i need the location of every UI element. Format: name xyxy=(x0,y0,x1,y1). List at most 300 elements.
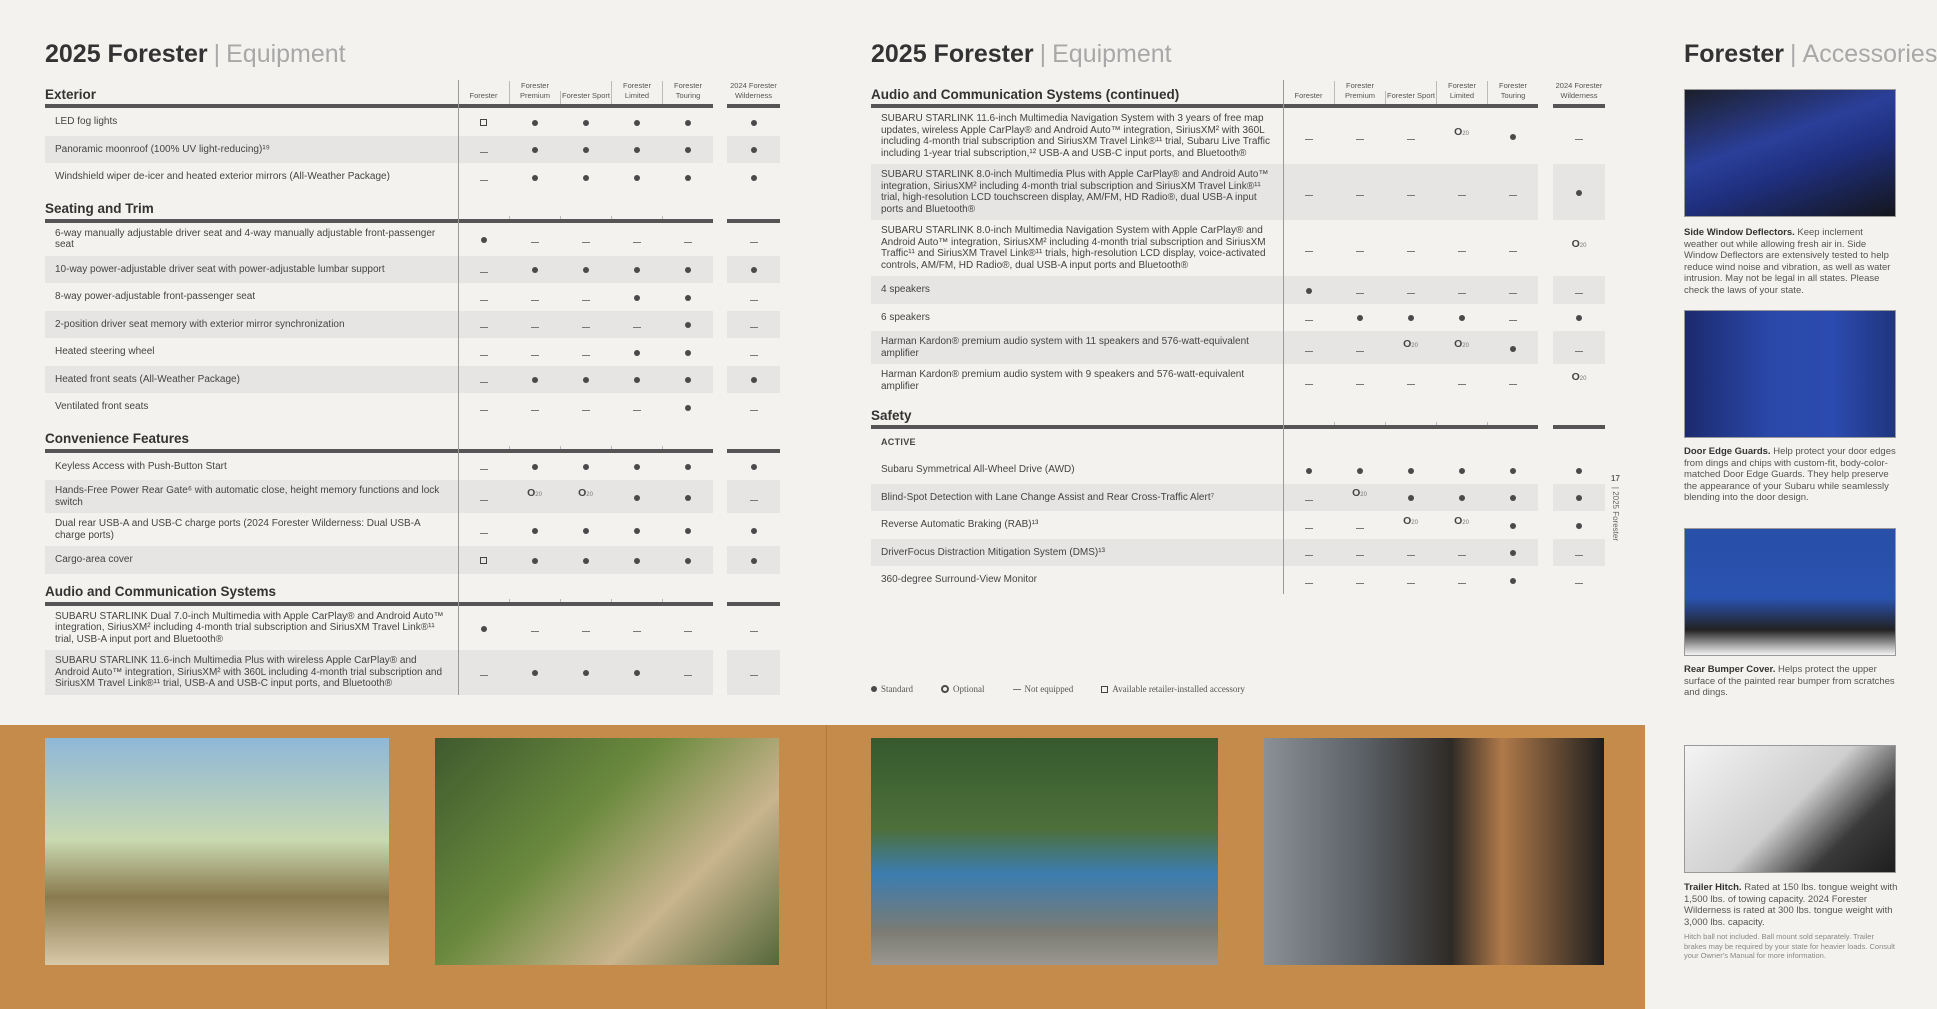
trim-value-cell xyxy=(458,108,509,136)
feature-label: Heated steering wheel xyxy=(55,346,155,357)
feature-label: 2-position driver seat memory with exterior mirror synchronization xyxy=(45,311,458,339)
value-mark xyxy=(532,140,538,158)
feature-label: 6 speakers xyxy=(881,311,930,323)
not-equipped-dash-icon xyxy=(582,242,590,243)
gap xyxy=(713,223,727,256)
value-mark xyxy=(1509,183,1517,201)
not-equipped-dash-icon xyxy=(1575,139,1583,140)
not-equipped-dash-icon xyxy=(1458,251,1466,252)
gap xyxy=(1538,484,1553,512)
standard-dot-icon xyxy=(1459,468,1465,474)
trim-value-cell xyxy=(560,256,611,284)
trim-value-cell xyxy=(1385,276,1436,304)
not-equipped-dash-icon xyxy=(582,327,590,328)
gap xyxy=(713,338,727,366)
not-equipped-dash-icon xyxy=(750,242,758,243)
trim-value-cell xyxy=(662,606,713,651)
value-mark xyxy=(531,288,539,306)
gap xyxy=(713,393,727,421)
value-mark xyxy=(1356,127,1364,145)
trim-values xyxy=(1283,539,1538,567)
standard-dot-icon xyxy=(1510,134,1516,140)
standard-dot-icon xyxy=(1408,468,1414,474)
value-mark xyxy=(1407,127,1415,145)
trim-value-cell xyxy=(458,453,509,481)
standard-dot-icon xyxy=(634,267,640,273)
column-header xyxy=(727,191,780,223)
trim-value-cell xyxy=(509,163,560,191)
column-headers xyxy=(458,80,713,108)
not-equipped-dash-icon xyxy=(1407,583,1415,584)
column-header xyxy=(560,216,611,219)
trim-value-cell xyxy=(1283,164,1334,220)
table-row xyxy=(871,566,1605,594)
value-mark xyxy=(1407,543,1415,561)
value-mark xyxy=(685,315,691,333)
value-mark xyxy=(1575,571,1583,589)
gap xyxy=(1538,108,1553,164)
value-mark xyxy=(527,488,542,506)
column-header xyxy=(1487,422,1538,425)
wilderness-value-cell xyxy=(727,453,780,481)
value-mark xyxy=(751,260,757,278)
not-equipped-dash-icon xyxy=(480,469,488,470)
legend-accessory xyxy=(1101,684,1245,694)
table-row xyxy=(45,650,780,695)
value-mark xyxy=(1510,516,1516,534)
not-equipped-dash-icon xyxy=(750,410,758,411)
standard-dot-icon xyxy=(1306,288,1312,294)
value-mark xyxy=(1356,239,1364,257)
optional-mark: O20 xyxy=(1454,337,1469,350)
table-row xyxy=(871,364,1605,397)
not-equipped-dash-icon xyxy=(1407,139,1415,140)
section-header xyxy=(45,421,780,453)
value-mark xyxy=(1576,516,1582,534)
page-fold xyxy=(826,725,827,1009)
column-headers xyxy=(458,191,713,223)
standard-dot-icon xyxy=(583,147,589,153)
right-page-title xyxy=(871,40,1172,69)
value-mark xyxy=(1305,127,1313,145)
trim-value-cell xyxy=(1283,220,1334,276)
value-mark xyxy=(578,488,593,506)
trim-value-cell xyxy=(509,366,560,394)
not-equipped-dash-icon xyxy=(1575,351,1583,352)
trim-value-cell xyxy=(1283,484,1334,512)
trim-value-cell xyxy=(509,650,560,695)
table-row xyxy=(45,256,780,284)
not-equipped-dash-icon xyxy=(750,500,758,501)
trim-values xyxy=(458,480,713,513)
value-mark xyxy=(633,230,641,248)
column-header xyxy=(611,216,662,219)
value-mark xyxy=(480,521,488,539)
column-header: Forester Sport xyxy=(560,91,611,104)
value-mark xyxy=(634,488,640,506)
not-equipped-dash-icon xyxy=(633,631,641,632)
standard-dot-icon xyxy=(532,464,538,470)
value-mark xyxy=(583,663,589,681)
column-header xyxy=(458,446,509,449)
value-mark xyxy=(1458,281,1466,299)
not-equipped-dash-icon xyxy=(1305,139,1313,140)
gap xyxy=(1538,220,1553,276)
title-main: Forester xyxy=(1684,40,1785,68)
wilderness-value-cell xyxy=(727,513,780,546)
trim-value-cell xyxy=(611,513,662,546)
gap xyxy=(1538,511,1553,539)
standard-dot-icon xyxy=(634,528,640,534)
column-header: Forester Premium xyxy=(509,81,560,104)
trim-value-cell xyxy=(560,283,611,311)
column-headers xyxy=(1283,80,1538,108)
standard-dot-icon xyxy=(751,267,757,273)
trim-value-cell xyxy=(1334,276,1385,304)
optional-mark: O20 xyxy=(1403,514,1418,527)
trim-value-cell xyxy=(560,366,611,394)
column-divider xyxy=(1283,80,1284,594)
trim-value-cell xyxy=(662,513,713,546)
value-mark xyxy=(1575,281,1583,299)
trim-value-cell xyxy=(1436,108,1487,164)
standard-dot-icon xyxy=(532,377,538,383)
not-equipped-dash-icon xyxy=(1509,293,1517,294)
trim-value-cell xyxy=(1385,220,1436,276)
legend-label: Optional xyxy=(953,684,985,694)
value-mark xyxy=(1356,516,1364,534)
trim-value-cell xyxy=(1334,164,1385,220)
trailer-hitch-image xyxy=(1684,745,1896,873)
wilderness-value-cell xyxy=(1553,566,1605,594)
value-mark xyxy=(634,370,640,388)
value-mark xyxy=(684,663,692,681)
standard-dot-icon xyxy=(1510,346,1516,352)
standard-dot-icon xyxy=(583,464,589,470)
optional-mark: O20 xyxy=(1352,487,1367,500)
column-header: Forester Touring xyxy=(1487,81,1538,104)
trim-value-cell xyxy=(1334,539,1385,567)
not-equipped-dash-icon xyxy=(1458,384,1466,385)
dash-icon xyxy=(1013,689,1021,690)
photo-dog-in-car xyxy=(1264,738,1604,965)
trim-value-cell xyxy=(509,223,560,256)
value-mark xyxy=(684,619,692,637)
feature-label: Reverse Automatic Braking (RAB)¹³ xyxy=(881,519,1039,530)
legend-label: Available retailer-installed accessory xyxy=(1112,684,1245,694)
trim-value-cell xyxy=(611,256,662,284)
value-mark xyxy=(583,551,589,569)
standard-dot-icon xyxy=(634,464,640,470)
standard-dot-icon xyxy=(532,558,538,564)
value-mark xyxy=(1408,308,1414,326)
trim-values xyxy=(458,513,713,546)
value-mark xyxy=(583,260,589,278)
value-mark xyxy=(532,521,538,539)
value-mark xyxy=(532,260,538,278)
value-mark xyxy=(1576,488,1582,506)
trim-value-cell xyxy=(1385,566,1436,594)
not-equipped-dash-icon xyxy=(1356,293,1364,294)
feature-label: Harman Kardon® premium audio system with 9 speakers and 576-watt-equivalent amplifier xyxy=(881,369,1245,392)
trim-values xyxy=(458,163,713,191)
not-equipped-dash-icon xyxy=(480,152,488,153)
standard-dot-icon xyxy=(532,147,538,153)
standard-dot-icon xyxy=(751,464,757,470)
equipment-table-right xyxy=(871,80,1605,594)
column-header xyxy=(1436,422,1487,425)
not-equipped-dash-icon xyxy=(750,675,758,676)
standard-dot-icon xyxy=(751,120,757,126)
accessory-side-window-deflectors xyxy=(1684,227,1898,296)
title-separator: | xyxy=(213,40,221,68)
column-divider xyxy=(458,80,459,695)
not-equipped-dash-icon xyxy=(1305,251,1313,252)
value-mark xyxy=(1575,339,1583,357)
value-mark xyxy=(1408,488,1414,506)
value-mark xyxy=(750,343,758,361)
not-equipped-dash-icon xyxy=(1305,320,1313,321)
column-header xyxy=(458,216,509,219)
standard-dot-icon xyxy=(1576,468,1582,474)
standard-dot-icon xyxy=(634,175,640,181)
not-equipped-dash-icon xyxy=(480,533,488,534)
trim-value-cell xyxy=(1283,364,1334,397)
value-mark xyxy=(750,619,758,637)
value-mark xyxy=(1510,339,1516,357)
column-header xyxy=(662,216,713,219)
value-mark xyxy=(751,113,757,131)
standard-dot-icon xyxy=(583,528,589,534)
accessory-door-edge-guards xyxy=(1684,446,1898,504)
left-page-title xyxy=(45,40,346,69)
trim-value-cell xyxy=(509,453,560,481)
trim-value-cell xyxy=(1385,164,1436,220)
trim-value-cell xyxy=(1283,511,1334,539)
standard-dot-icon xyxy=(532,267,538,273)
trim-value-cell xyxy=(509,311,560,339)
title-separator: | xyxy=(1790,40,1797,68)
not-equipped-dash-icon xyxy=(1356,251,1364,252)
wilderness-value-cell xyxy=(1553,220,1605,276)
trim-value-cell xyxy=(1436,331,1487,364)
trim-value-cell xyxy=(509,108,560,136)
standard-dot-icon xyxy=(634,147,640,153)
not-equipped-dash-icon xyxy=(1305,351,1313,352)
value-mark xyxy=(634,288,640,306)
standard-dot-icon xyxy=(1510,495,1516,501)
standard-dot-icon xyxy=(685,377,691,383)
table-row xyxy=(45,606,780,651)
value-mark xyxy=(685,488,691,506)
trim-value-cell xyxy=(560,546,611,574)
wilderness-value-cell xyxy=(1553,108,1605,164)
wilderness-value-cell xyxy=(727,606,780,651)
standard-dot-icon xyxy=(685,528,691,534)
value-mark xyxy=(532,663,538,681)
feature-label: SUBARU STARLINK 11.6-inch Multimedia Plus with wireless Apple CarPlay® and Android Auto™ integration, SiriusXM² with 360L including 4-month trial subscription and SiriusXM Travel Link®¹¹ trial, USB-A and USB-C input ports, and Bluetooth® xyxy=(45,650,458,695)
standard-dot-icon xyxy=(1510,578,1516,584)
not-equipped-dash-icon xyxy=(633,410,641,411)
accessory-trailer-hitch xyxy=(1684,882,1898,928)
column-headers xyxy=(458,574,713,606)
subsection-title: ACTIVE xyxy=(881,436,916,447)
photo-friends-walking xyxy=(871,738,1218,965)
trim-value-cell xyxy=(560,223,611,256)
column-header xyxy=(611,446,662,449)
value-mark xyxy=(1356,571,1364,589)
value-mark xyxy=(751,168,757,186)
trim-value-cell xyxy=(1385,304,1436,332)
value-mark xyxy=(1306,281,1312,299)
feature-label: SUBARU STARLINK Dual 7.0-inch Multimedia with Apple CarPlay® and Android Auto™ integration, SiriusXM² including 4-month trial subscription and SiriusXM Travel Link®¹¹ trial, USB-A input port and Bluetooth® xyxy=(55,610,444,645)
page-number-label: | 2025 Forester xyxy=(1611,486,1620,542)
value-mark xyxy=(531,398,539,416)
not-equipped-dash-icon xyxy=(684,675,692,676)
legend-label: Standard xyxy=(881,684,913,694)
standard-dot-icon xyxy=(583,558,589,564)
column-header xyxy=(1385,422,1436,425)
not-equipped-dash-icon xyxy=(1305,555,1313,556)
feature-label: SUBARU STARLINK 8.0-inch Multimedia Navigation System with Apple CarPlay® and Android Auto™ integration, SiriusXM² including 4-month trial subscription and SiriusXM Traffic¹¹ and SiriusXM Travel Link®¹¹ trials, high-resolution LCD display, voice-activated controls, AM/FM, HD Radio®, dual USB-A input ports and Bluetooth® xyxy=(881,225,1266,271)
table-row xyxy=(871,484,1605,512)
trim-value-cell xyxy=(611,283,662,311)
standard-dot-icon xyxy=(685,405,691,411)
section-title: Safety xyxy=(871,397,1283,429)
value-mark xyxy=(685,343,691,361)
not-equipped-dash-icon xyxy=(1356,384,1364,385)
standard-dot-icon xyxy=(1408,495,1414,501)
value-mark xyxy=(685,113,691,131)
trim-value-cell xyxy=(509,283,560,311)
value-mark xyxy=(1305,183,1313,201)
standard-dot-icon xyxy=(685,322,691,328)
wilderness-value-cell xyxy=(727,283,780,311)
title-sub: Equipment xyxy=(1052,40,1172,68)
value-mark xyxy=(480,315,488,333)
value-mark xyxy=(685,168,691,186)
accessories-title xyxy=(1684,40,1937,69)
not-equipped-dash-icon xyxy=(531,410,539,411)
not-equipped-dash-icon xyxy=(1356,528,1364,529)
trim-value-cell xyxy=(1385,456,1436,484)
value-mark xyxy=(1305,372,1313,390)
table-row xyxy=(871,220,1605,276)
standard-dot-icon xyxy=(1576,523,1582,529)
feature-label: 6-way manually adjustable driver seat and 4-way manually adjustable front-passenger seat xyxy=(55,227,436,250)
not-equipped-dash-icon xyxy=(480,180,488,181)
section-header xyxy=(45,80,780,108)
wilderness-value-cell xyxy=(727,256,780,284)
trim-value-cell xyxy=(458,546,509,574)
legend-optional xyxy=(941,684,985,694)
value-mark xyxy=(1510,488,1516,506)
value-mark xyxy=(685,457,691,475)
not-equipped-dash-icon xyxy=(480,327,488,328)
value-mark xyxy=(1306,461,1312,479)
value-mark xyxy=(582,343,590,361)
standard-dot-icon xyxy=(751,175,757,181)
accessory-name: Side Window Deflectors. xyxy=(1684,227,1795,238)
standard-dot-icon xyxy=(685,295,691,301)
column-header xyxy=(727,574,780,606)
standard-dot-icon xyxy=(583,267,589,273)
title-sub: Equipment xyxy=(226,40,346,68)
page-number-value: 17 xyxy=(1611,473,1620,483)
trim-values xyxy=(1283,276,1538,304)
not-equipped-dash-icon xyxy=(1509,320,1517,321)
trim-value-cell xyxy=(611,223,662,256)
value-mark xyxy=(480,140,488,158)
trim-value-cell xyxy=(662,283,713,311)
value-mark xyxy=(634,168,640,186)
not-equipped-dash-icon xyxy=(1305,583,1313,584)
column-header xyxy=(560,599,611,602)
not-equipped-dash-icon xyxy=(684,242,692,243)
value-mark xyxy=(1407,571,1415,589)
trim-value-cell xyxy=(509,606,560,651)
trim-values xyxy=(458,223,713,256)
trim-value-cell xyxy=(1487,220,1538,276)
wilderness-value-cell xyxy=(727,311,780,339)
trim-value-cell xyxy=(662,650,713,695)
accessory-square-icon xyxy=(480,119,487,126)
wilderness-value-cell xyxy=(727,108,780,136)
trim-value-cell xyxy=(1487,164,1538,220)
table-row xyxy=(45,136,780,164)
value-mark xyxy=(1458,543,1466,561)
gap xyxy=(713,574,727,606)
optional-mark: O20 xyxy=(527,486,542,499)
legend-standard xyxy=(871,684,913,694)
value-mark xyxy=(634,457,640,475)
value-mark xyxy=(1356,281,1364,299)
trim-value-cell xyxy=(1436,364,1487,397)
value-mark xyxy=(1576,308,1582,326)
section-header xyxy=(45,191,780,223)
not-equipped-dash-icon xyxy=(480,355,488,356)
wilderness-value-cell xyxy=(727,546,780,574)
wilderness-value-cell xyxy=(727,480,780,513)
trim-value-cell xyxy=(611,366,662,394)
trim-value-cell xyxy=(560,650,611,695)
gap xyxy=(1538,304,1553,332)
optional-mark: O20 xyxy=(1454,514,1469,527)
trim-value-cell xyxy=(509,513,560,546)
table-row xyxy=(45,108,780,136)
value-mark xyxy=(481,230,487,248)
wilderness-value-cell xyxy=(727,366,780,394)
trim-value-cell xyxy=(509,546,560,574)
not-equipped-dash-icon xyxy=(1458,583,1466,584)
trim-value-cell xyxy=(1334,108,1385,164)
trim-value-cell xyxy=(611,393,662,421)
value-mark xyxy=(1408,461,1414,479)
gap xyxy=(713,480,727,513)
not-equipped-dash-icon xyxy=(480,382,488,383)
gap xyxy=(1538,164,1553,220)
not-equipped-dash-icon xyxy=(582,631,590,632)
feature-label: 10-way power-adjustable driver seat with power-adjustable lumbar support xyxy=(45,256,458,284)
value-mark xyxy=(685,370,691,388)
trim-values xyxy=(458,606,713,651)
column-header xyxy=(560,446,611,449)
standard-dot-icon xyxy=(1408,315,1414,321)
table-row xyxy=(45,366,780,394)
value-mark xyxy=(1459,488,1465,506)
value-mark xyxy=(532,370,538,388)
value-mark xyxy=(751,140,757,158)
